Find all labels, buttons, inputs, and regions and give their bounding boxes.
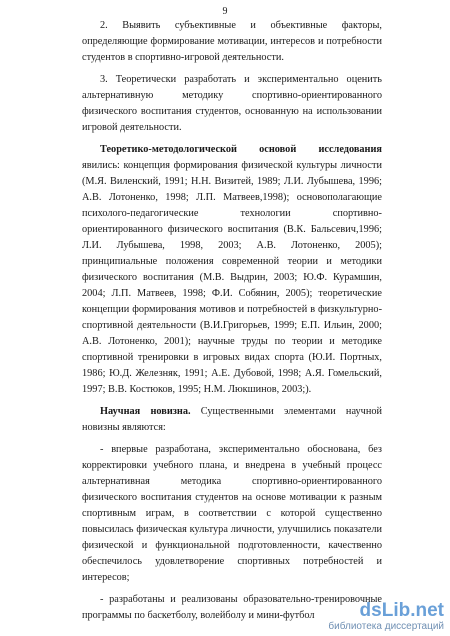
novelty-heading: Научная новизна.	[100, 406, 191, 417]
watermark-tagline: библиотека диссертаций	[328, 621, 444, 632]
novelty-text: Существенными элементами научной новизны являются:	[82, 406, 382, 433]
paragraph-novelty-item-2: - разработаны и реализованы образовательно-тренировочные программы по баскетболу, волейболу и мини-футбол	[82, 594, 382, 621]
paragraph-methodology	[82, 142, 382, 398]
paragraph-novelty	[82, 404, 382, 436]
paragraph-objective-2: 2. Выявить субъективные и объективные факторы, определяющие формирование мотивации, интересов и потребности студентов в спортивно-игровой деятельности.	[82, 20, 382, 63]
methodology-heading: Теоретико-методологической основой исследования	[100, 144, 382, 155]
page-number: 9	[222, 6, 228, 17]
methodology-text: явились: концепция формирования физической культуры личности (М.Я. Виленский, 1991; Н.Н. Визитей, 1989; Л.И. Лубышева, 1996; А.В. Лотоненко, 1998; Л.П. Матвеев,1998); основополагающие психолого-педагогические технологии спортивно-ориентированного физического воспитания (В.К. Бальсевич,1996; Л.И. Лубышева, 1998, 2003; А.В. Лотоненко, 2005); принципиальные положения современной теории и методики физического воспитания (М.В. Выдрин, 2003; Ю.Ф. Курамшин, 2004; Л.П. Матвеев, 1998; Ф.И. Собянин, 2005); теоретические концепции формирования мотивов и потребностей в физкультурно-спортивной деятельности (В.И.Григорьев, 1999; Е.П. Ильин, 2000; А.В. Лотоненко, 2001); научные труды по теории и методике спортивной тренировки в игровых видах спорта (Ю.И. Портных, 1986; Ю.Д. Железняк, 1991; А.Е. Дубовой, 1998; А.Я. Гомельский, 1997; В.В. Костюков, 1995; Н.М. Люкшинов, 2003;).	[82, 160, 382, 395]
watermark-domain: dsLib.net	[359, 600, 444, 621]
document-body	[82, 18, 382, 624]
paragraph-objective-3: 3. Теоретически разработать и экспериментально оценить альтернативную методику спортивно-ориентированного физического воспитания студентов, основанную на использовании игровой деятельности.	[82, 74, 382, 133]
watermark-logo	[328, 601, 444, 632]
paragraph-novelty-item-1: - впервые разработана, экспериментально обоснована, без корректировки учебного плана, и внедрена в учебный процесс альтернативная методика спортивно-ориентированного физического воспитания студентов на основе мотивации к разным спортивным играм, в соответствии с которой существенно повысилась физическая культура личности, улучшились показатели физической и функциональной подготовленности, качественно обеспечилось удовлетворение спортивных потребностей и интересов;	[82, 444, 382, 583]
